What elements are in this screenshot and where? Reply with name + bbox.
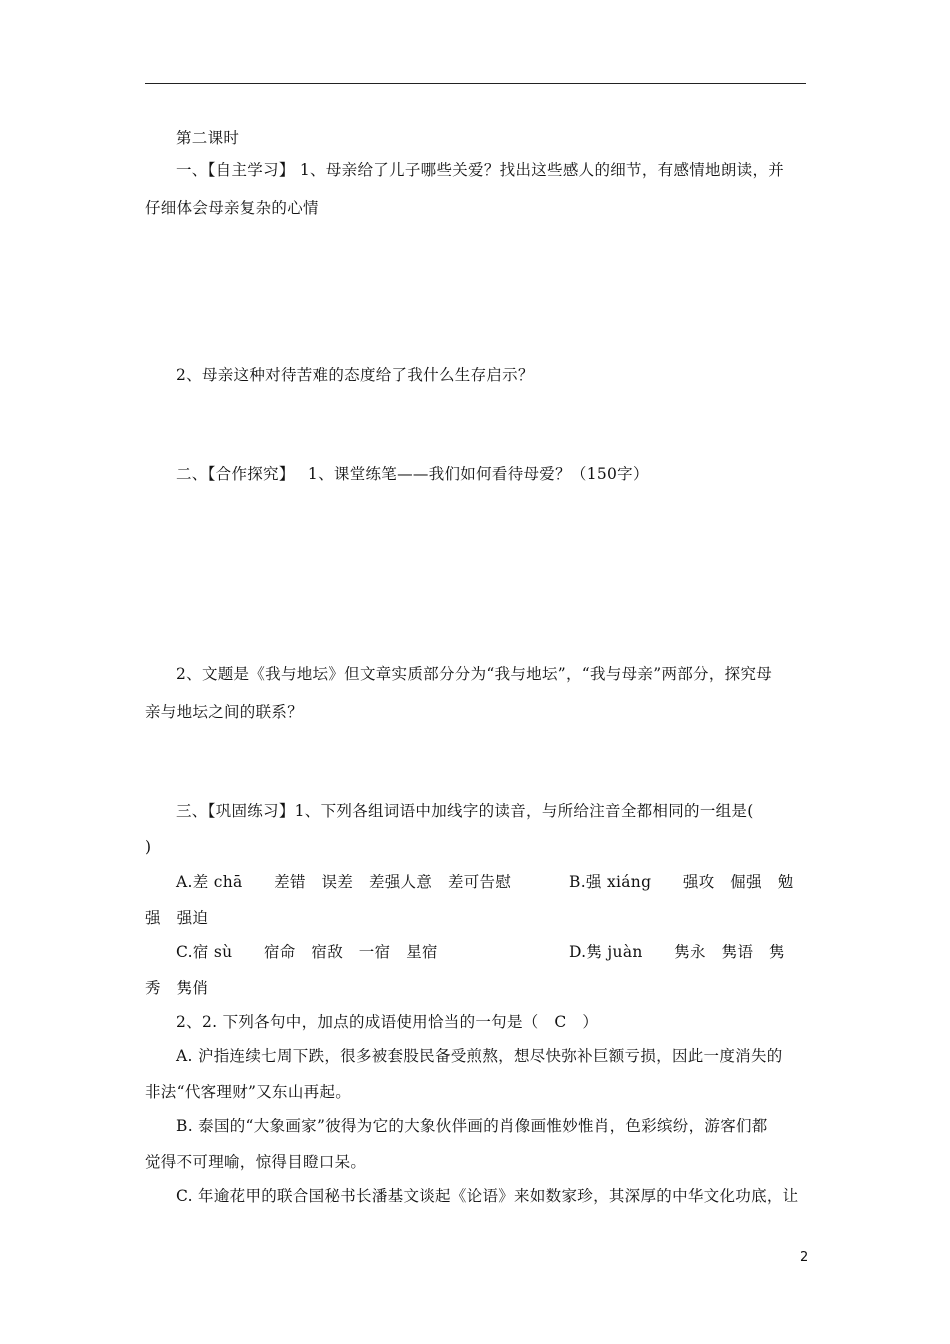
choice-c-line1: C. 年逾花甲的联合国秘书长潘基文谈起《论语》来如数家珍，其深厚的中华文化功底，让 (176, 1187, 799, 1205)
choice-b-line2: 觉得不可理喻，惊得目瞪口呆。 (145, 1153, 367, 1171)
option-d: D.隽 juàn 隽永 隽语 隽 (569, 943, 785, 961)
part2-question1: 二、【合作探究】 1、课堂练笔——我们如何看待母爱？（150字） (176, 465, 649, 483)
option-b-continued: 强 强迫 (145, 909, 209, 927)
part1-question2: 2、母亲这种对待苦难的态度给了我什么生存启示？ (176, 366, 534, 384)
section-heading: 第二课时 (176, 129, 240, 147)
option-c: C.宿 sù 宿命 宿敌 一宿 星宿 (176, 943, 438, 961)
option-d-continued: 秀 隽俏 (145, 979, 209, 997)
choice-a-line1: A. 沪指连续七周下跌，很多被套股民备受煎熬，想尽快弥补巨额亏损，因此一度消失的 (176, 1047, 783, 1065)
option-a: A.差 chā 差错 误差 差强人意 差可告慰 (176, 873, 512, 891)
part3-question1-line2: ) (145, 838, 152, 856)
part3-question1-line1: 三、【巩固练习】1、下列各组词语中加线字的读音，与所给注音全都相同的一组是( (176, 802, 754, 820)
page-number: 2 (800, 1250, 809, 1265)
part2-question2-line1: 2、文题是《我与地坛》但文章实质部分分为“我与地坛”，“我与母亲”两部分，探究母 (176, 665, 773, 683)
choice-b-line1: B. 泰国的“大象画家”彼得为它的大象伙伴画的肖像画惟妙惟肖，色彩缤纷，游客们都 (176, 1117, 768, 1135)
header-rule (145, 83, 806, 84)
part1-question1-line1: 一、【自主学习】 1、母亲给了儿子哪些关爱？找出这些感人的细节，有感情地朗读，并 (176, 161, 785, 179)
choice-a-line2: 非法“代客理财”又东山再起。 (145, 1083, 352, 1101)
option-b: B.强 xiáng 强攻 倔强 勉 (569, 873, 794, 891)
part1-question1-line2: 仔细体会母亲复杂的心情 (145, 199, 319, 217)
part2-question2-line2: 亲与地坛之间的联系？ (145, 703, 304, 721)
part3-question2: 2、2. 下列各句中，加点的成语使用恰当的一句是（ C ） (176, 1013, 599, 1031)
